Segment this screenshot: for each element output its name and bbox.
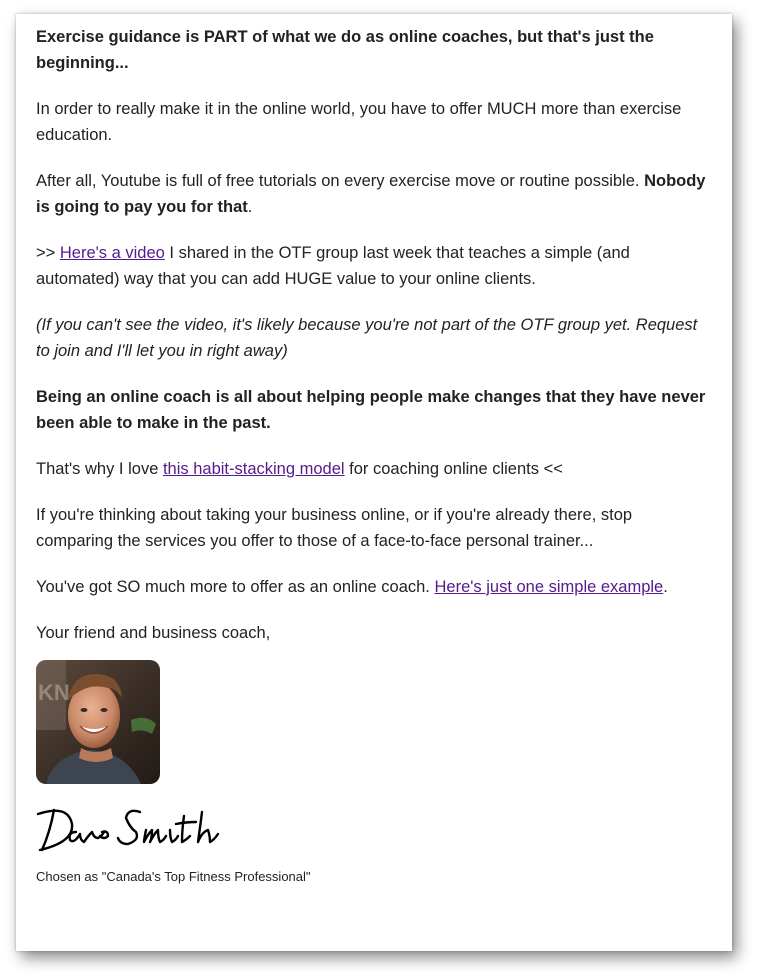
signoff-text: Your friend and business coach,	[36, 624, 271, 642]
paragraph-business-online: If you're thinking about taking your business online, or if you're already there, stop comparing the services you offer to those of a face-to-face personal trainer...	[36, 506, 633, 550]
caption-text: Chosen as "Canada's Top Fitness Professional"	[36, 869, 311, 884]
intro-paragraph: Exercise guidance is PART of what we do as online coaches, but that's just the beginning...	[36, 28, 654, 72]
paragraph-otf-note: (If you can't see the video, it's likely because you're not part of the OTF group yet. Request to join and I'll let you in right away)	[36, 316, 698, 360]
paragraph-youtube	[36, 168, 708, 220]
paragraph-online-world: In order to really make it in the online world, you have to offer MUCH more than exercise education.	[36, 100, 682, 144]
nobody-pay-bold: Nobody is going to pay you for that	[36, 172, 706, 216]
avatar	[36, 660, 160, 784]
simple-example-link[interactable]: Here's just one simple example	[434, 578, 664, 596]
signature-icon	[36, 802, 708, 864]
youtube-text: After all, Youtube is full of free tutorials on every exercise move or routine possible.	[36, 172, 645, 190]
paragraph-so-much-more	[36, 574, 708, 600]
email-card	[16, 14, 732, 951]
paragraph-habit-stacking	[36, 456, 708, 482]
paragraph-video	[36, 240, 708, 292]
habit-stacking-link[interactable]: this habit-stacking model	[162, 460, 345, 478]
email-body	[36, 24, 708, 886]
video-text: I shared in the OTF group last week that teaches a simple (and automated) way that you can add HUGE value to your online clients.	[36, 244, 630, 288]
video-prefix: >>	[36, 244, 60, 262]
so-much-text: You've got SO much more to offer as an online coach.	[36, 578, 435, 596]
youtube-end: .	[247, 198, 253, 216]
heres-a-video-link[interactable]: Here's a video	[59, 244, 165, 262]
habit-prefix: That's why I love	[36, 460, 163, 478]
habit-suffix: for coaching online clients <<	[344, 460, 563, 478]
paragraph-online-coach: Being an online coach is all about helping people make changes that they have never been able to make in the past.	[36, 388, 706, 432]
svg-text:KN: KN	[38, 680, 70, 705]
so-much-end: .	[663, 578, 668, 596]
